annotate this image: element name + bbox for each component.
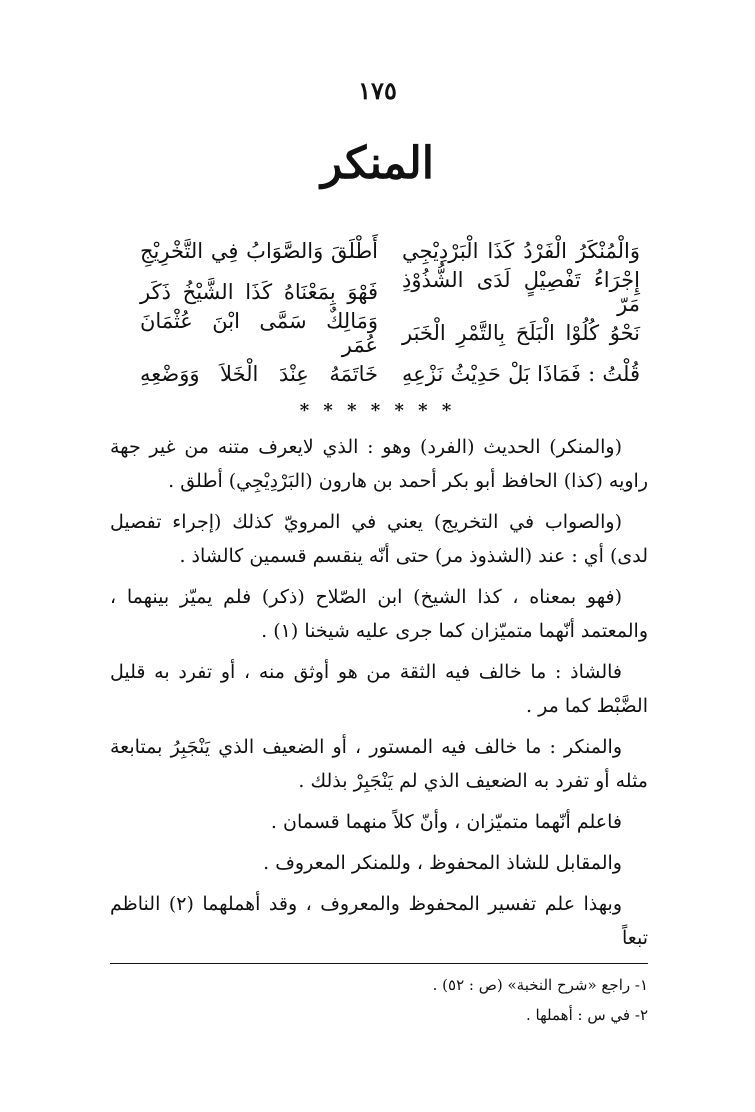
commentary-paragraph: فالشاذ : ما خالف فيه الثقة من هو أوثق منه ، أو تفرد به قليل الضَّبْط كما مر . xyxy=(110,661,648,717)
verse-first-hemistich: إِجْرَاءُ تَفْصِيْلٍ لَدَى الشُّذُوْذِ مَرّ xyxy=(402,267,640,316)
verse-second-hemistich: خَاتَمَهُ عِنْدَ الْخَلاَ وَوَضْعِهِ xyxy=(140,361,378,386)
verse-second-hemistich: فَهْوَ بِمَعْنَاهُ كَذَا الشَّيْخُ ذَكَر xyxy=(140,279,378,304)
commentary-paragraph: والمقابل للشاذ المحفوظ ، وللمنكر المعروف . xyxy=(263,852,622,874)
footnotes xyxy=(110,972,648,1032)
verse-first-hemistich: نَحْوُ كُلُوْا الْبَلَحَ بِالتَّمْرِ الْخَبَر xyxy=(402,320,640,345)
commentary-paragraph: والمنكر : ما خالف فيه المستور ، أو الضعيف الذي يَنْجَبِرُ بمتابعة مثله أو تفرد به الضعيف الذي لم يَنْجَبِرْ بذلك . xyxy=(110,736,648,792)
poem-verse xyxy=(140,353,640,394)
verse-second-hemistich: وَمَالِكٌ سَمَّى ابْنَ عُثْمَانَ عُمَر xyxy=(140,308,378,357)
verse-first-hemistich: قُلْتُ : فَمَاذَا بَلْ حَدِيْثُ نَزْعِهِ xyxy=(402,361,640,386)
verse-second-hemistich: أَطْلَقَ وَالصَّوَابُ فِي التَّخْرِيْجِ xyxy=(140,238,378,263)
commentary-paragraph: (والصواب في التخريج) يعني في المرويّ كذلك (إجراء تفصيل لدى) أي : عند (الشذوذ مر) حتى أنّه ينقسم قسمين كالشاذ . xyxy=(110,511,648,567)
poem-verse xyxy=(140,230,640,271)
footnote-divider xyxy=(110,963,648,964)
commentary-paragraph: فاعلم أنّهما متميّزان ، وأنّ كلاً منهما قسمان . xyxy=(270,811,622,833)
commentary-paragraph: وبهذا علم تفسير المحفوظ والمعروف ، وقد أهملهما (٢) الناظم تبعاً xyxy=(110,893,648,949)
poem-verse xyxy=(140,267,640,316)
section-separator: * * * * * * * xyxy=(299,400,456,421)
page-number: ١٧٥ xyxy=(358,76,397,105)
commentary-paragraph: (فهو بمعناه ، كذا الشيخ) ابن الصّلاح (ذكر) فلم يميّز بينهما ، والمعتمد أنّهما متميّزان كما جرى عليه شيخنا (١) . xyxy=(110,586,648,642)
poem xyxy=(140,230,640,394)
verse-first-hemistich: وَالْمُنْكَرُ الْفَرْدُ كَذَا الْبَرْدِيْجِي xyxy=(402,238,640,263)
commentary xyxy=(110,430,648,962)
chapter-title: المنكر xyxy=(321,138,434,189)
poem-verse xyxy=(140,308,640,357)
commentary-paragraph: (والمنكر) الحديث (الفرد) وهو : الذي لايعرف متنه من غير جهة راويه (كذا) الحافظ أبو بكر أحمد بن هارون (البَرْدِيْجِي) أطلق . xyxy=(110,436,648,492)
footnote: ٢- في س : أهملها . xyxy=(526,1006,648,1024)
footnote: ١- راجع «شرح النخبة» (ص : ٥٢) . xyxy=(432,976,648,994)
